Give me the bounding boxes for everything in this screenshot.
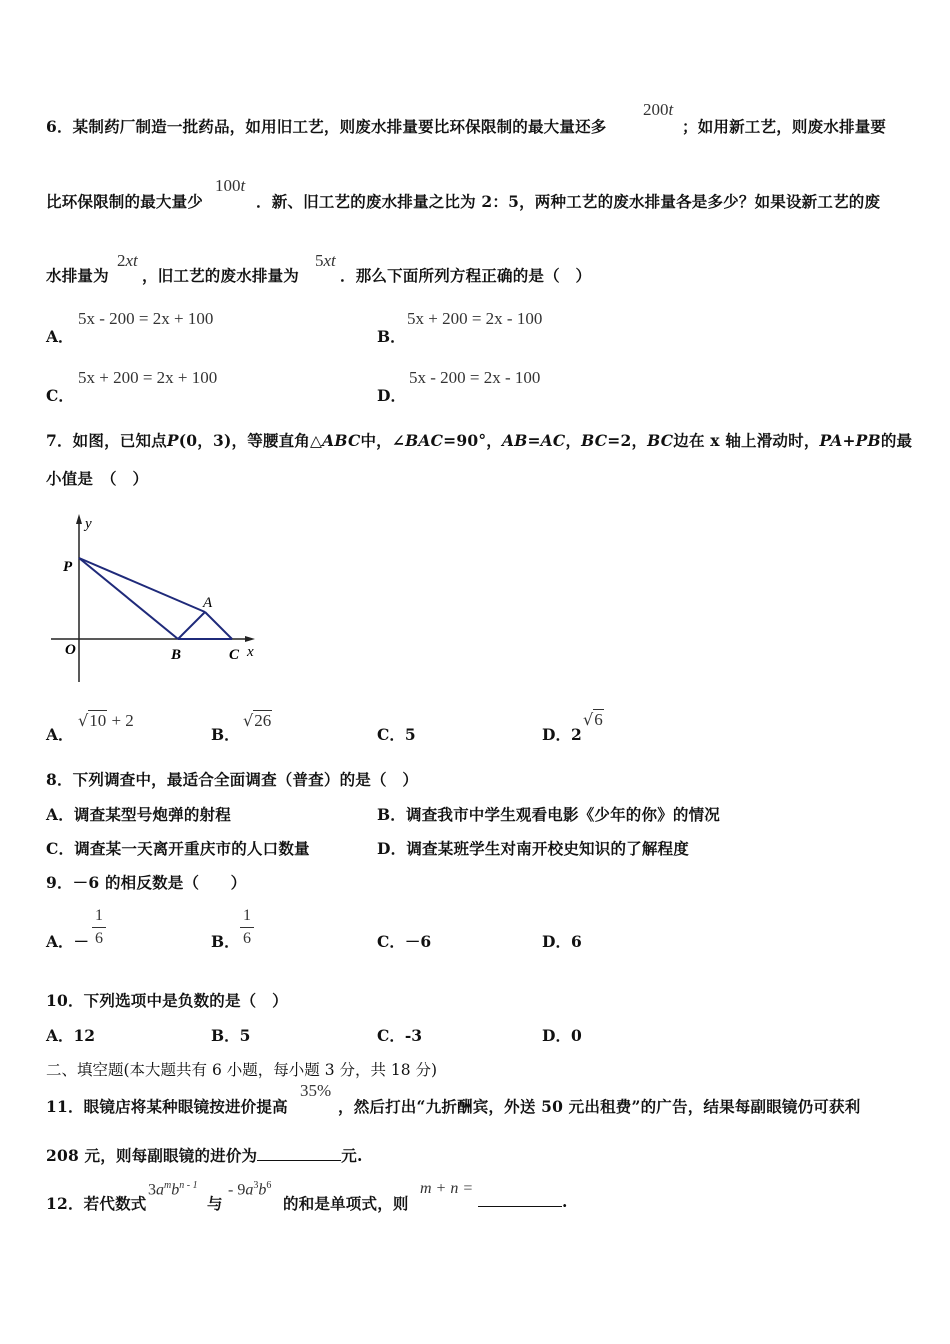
q6-line3-mid: ，旧工艺的废水排量为: [142, 266, 300, 285]
q7-option-a[interactable]: [78, 710, 134, 731]
q8-option-c[interactable]: C．调查某一天离开重庆市的人口数量: [46, 839, 310, 858]
q12-answer-blank[interactable]: [478, 1192, 562, 1207]
q10-option-b[interactable]: B．5: [211, 1026, 251, 1045]
t2-exp-3: 3: [253, 1180, 259, 1191]
q7-d-label: D．: [542, 725, 571, 744]
q6-t2: t: [240, 176, 246, 195]
q7-p2: ，等腰直角△: [231, 431, 323, 450]
segment-AB: [178, 612, 205, 639]
q11-line2-text: 208 元，则每副眼镜的进价为: [46, 1146, 258, 1165]
q12-text-a: 12．若代数式: [46, 1194, 147, 1213]
q6-option-a[interactable]: 5x - 200 = 2x + 100: [78, 309, 214, 328]
q12-term2: [228, 1180, 271, 1199]
q7-a-radicand: 10: [89, 711, 107, 730]
numerator: 1: [95, 907, 103, 924]
q10-option-c[interactable]: C．-3: [377, 1026, 423, 1045]
q7-figure: [45, 510, 270, 690]
numerator: 1: [243, 907, 251, 924]
y-axis-arrow: [76, 514, 82, 524]
sqrt-icon: √: [243, 711, 254, 730]
q7-option-b[interactable]: [243, 710, 272, 731]
q10-option-a[interactable]: A．12: [46, 1026, 96, 1045]
sqrt-icon: √: [583, 710, 594, 729]
q7-p3: 中，∠: [360, 431, 406, 450]
q12-end: .: [562, 1192, 568, 1211]
q7-a-tail: + 2: [111, 711, 134, 730]
fraction-bar: [240, 927, 254, 928]
q6-option-b[interactable]: 5x + 200 = 2x - 100: [407, 309, 543, 328]
q6-xt: xt: [125, 251, 138, 270]
q6-5: 5: [315, 251, 324, 270]
q7-p1: 7．如图，已知点: [46, 431, 167, 450]
q11-answer-blank[interactable]: [257, 1146, 341, 1161]
t2-a: a: [245, 1181, 254, 1199]
q7-option-c[interactable]: [377, 723, 416, 745]
t1-b: b: [171, 1181, 180, 1199]
q7-p7: 边在 x 轴上滑动时，: [673, 431, 820, 450]
q6-t: t: [668, 100, 674, 119]
q9-stem: 9．－6 的相反数是（ ）: [46, 873, 247, 892]
label-C: C: [229, 647, 240, 663]
q9-a-sign: －: [73, 932, 90, 951]
q6-text: 6．某制药厂制造一批药品，如用旧工艺，则废水排量要比环保限制的最大量还多: [46, 117, 607, 136]
q7-b-radicand: 26: [254, 711, 272, 730]
x-axis-arrow: [245, 636, 255, 642]
label-y: y: [85, 516, 92, 532]
q7-PAPB: PA+PB: [819, 431, 881, 450]
q6-option-b-label[interactable]: B．: [377, 327, 406, 346]
segment-PB: [79, 558, 178, 639]
q12-term1: [148, 1180, 198, 1199]
q6-option-c-label[interactable]: C．: [46, 386, 74, 405]
q6-2: 2: [117, 251, 126, 270]
label-A: A: [203, 595, 213, 611]
q11-line1-rest: ，然后打出“九折酬宾，外送 50 元出租费”的广告，结果每副眼镜仍可获利: [338, 1097, 861, 1116]
sqrt-icon: √: [78, 711, 89, 730]
t1-a: a: [156, 1181, 164, 1199]
t1-exp-n: n - 1: [179, 1180, 198, 1191]
q7-p6: =2，: [607, 431, 648, 450]
segment-AC: [205, 612, 232, 639]
label-B: B: [171, 647, 182, 663]
label-x: x: [247, 644, 254, 660]
t1-exp-m: m: [164, 1180, 172, 1191]
q6-option-a-label[interactable]: A．: [46, 327, 74, 346]
q7-BC2: BC: [647, 431, 674, 450]
label-P: P: [63, 559, 73, 575]
q9-option-b-label[interactable]: B．: [211, 932, 240, 951]
q6-line1-rest: ；如用新工艺，则废水排量要: [682, 117, 887, 136]
q7-ABC: ABC: [322, 431, 361, 450]
q11-line2-end: 元.: [341, 1146, 363, 1165]
denominator: 6: [243, 930, 251, 947]
q6-xt2: xt: [323, 251, 336, 270]
segment-PA: [79, 558, 205, 612]
section-heading: 二、填空题(本大题共有 6 小题，每小题 3 分，共 18 分): [46, 1061, 438, 1079]
q7-option-a-label[interactable]: A．: [46, 725, 74, 744]
q6-math-200t: [643, 100, 673, 120]
q7-option-b-label[interactable]: B．: [211, 725, 240, 744]
q7-stem: [46, 429, 912, 451]
q6-math-5xt: [315, 251, 336, 271]
q11-percent: 35%: [300, 1081, 332, 1100]
q6-option-d[interactable]: 5x - 200 = 2x - 100: [409, 368, 541, 387]
q7-p4: =90°，: [443, 431, 502, 450]
q8-option-b[interactable]: B．调查我市中学生观看电影《少年的你》的情况: [377, 805, 721, 824]
q7-option-d[interactable]: [542, 723, 582, 745]
q9-option-c[interactable]: C．－6: [377, 932, 432, 951]
q8-option-d[interactable]: D．调查某班学生对南开校史知识的了解程度: [377, 839, 689, 858]
q7-ABAC: AB=AC: [501, 431, 566, 450]
t2-exp-6: 6: [266, 1180, 272, 1191]
q7-BC: BC: [581, 431, 608, 450]
q6-line1: [46, 115, 607, 137]
q10-option-d[interactable]: D．0: [542, 1026, 582, 1045]
t2-b: b: [258, 1181, 267, 1199]
q6-line3: 水排量为: [46, 266, 109, 285]
denominator: 6: [95, 930, 103, 947]
q6-200: 200: [643, 100, 669, 119]
q12-mn-expr: m + n =: [420, 1180, 474, 1197]
q12-text-c: 的和是单项式，则: [283, 1194, 409, 1213]
q12-text-b: 与: [207, 1194, 223, 1213]
q9-option-a-fraction[interactable]: [92, 907, 106, 948]
q8-stem: 8．下列调查中，最适合全面调查（普查）的是（ ）: [46, 770, 419, 789]
q6-line2-rest: ．新、旧工艺的废水排量之比为 2：5，两种工艺的废水排量各是多少？如果设新工艺的废: [256, 192, 881, 211]
q12-mn: [420, 1180, 473, 1198]
q9-option-d[interactable]: D．6: [542, 932, 582, 951]
fraction-bar: [92, 927, 106, 928]
q9-option-a-label[interactable]: [46, 930, 89, 952]
t1-coef: 3: [148, 1181, 156, 1199]
q10-stem: 10．下列选项中是负数的是（ ）: [46, 991, 288, 1010]
q11-line1: 11．眼镜店将某种眼镜按进价提高: [46, 1097, 288, 1116]
q7-BAC: BAC: [405, 431, 444, 450]
q7-p5: ，: [565, 431, 582, 450]
q7-c-label: C．: [377, 725, 405, 744]
q8-option-a[interactable]: A．调查某型号炮弹的射程: [46, 805, 231, 824]
q12-answer: [478, 1192, 568, 1211]
q9-option-b-fraction[interactable]: [240, 907, 254, 948]
q6-line2: 比环保限制的最大量少: [46, 192, 204, 211]
q11-line2: [46, 1144, 363, 1166]
q7-d-radicand: 6: [594, 710, 603, 729]
label-O: O: [65, 642, 76, 658]
q6-line3-rest: ．那么下面所列方程正确的是（ ）: [340, 266, 592, 285]
q6-option-c[interactable]: 5x + 200 = 2x + 100: [78, 368, 218, 387]
q6-100: 100: [215, 176, 241, 195]
q6-option-d-label[interactable]: D．: [377, 386, 406, 405]
q9-a-label: A．: [46, 932, 74, 951]
q7-c-value: 5: [404, 725, 416, 744]
q6-math-2xt: [117, 251, 138, 271]
q7-coord: (0，3): [178, 431, 232, 450]
q7-P: P: [166, 431, 179, 450]
q7-p8: 的最: [880, 431, 913, 450]
q7-stem-line2: 小值是 （ ）: [46, 469, 149, 488]
t2-coef: - 9: [228, 1181, 246, 1199]
q7-d-coef: 2: [570, 725, 582, 744]
q6-math-100t: [215, 176, 245, 196]
q7-option-d-sqrt[interactable]: [583, 709, 604, 730]
